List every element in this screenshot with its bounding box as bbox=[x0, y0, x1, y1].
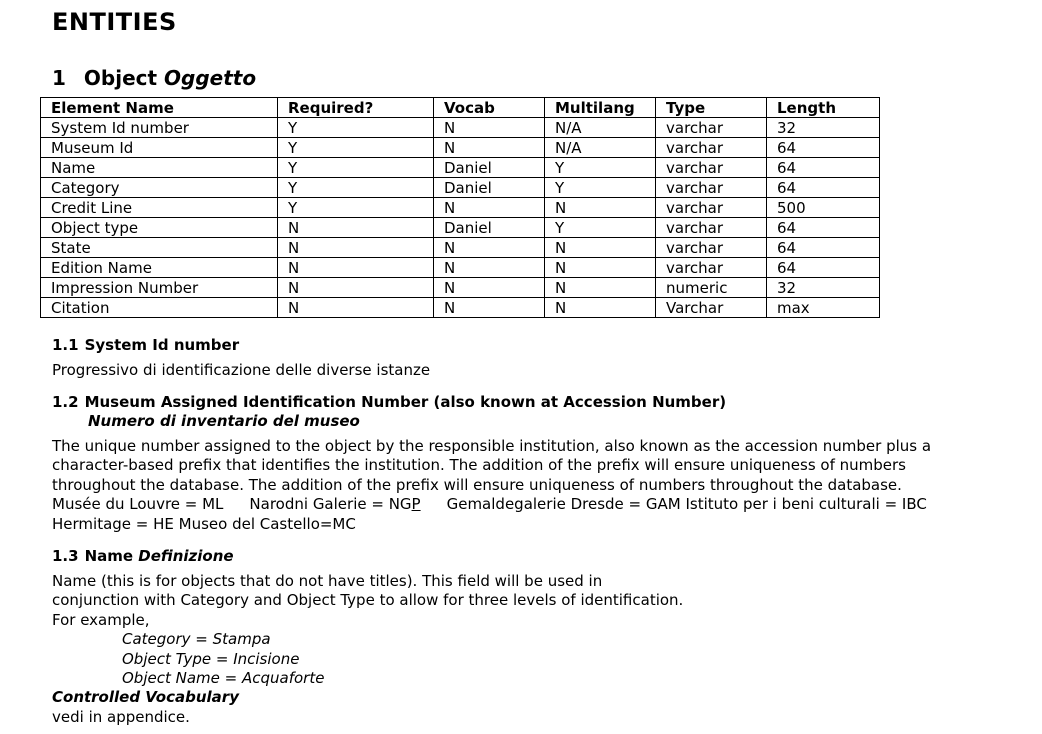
subsection-number: 1.2 bbox=[52, 393, 79, 411]
cell: varchar bbox=[656, 238, 767, 258]
cell: N bbox=[545, 258, 656, 278]
cell: N bbox=[278, 238, 434, 258]
col-header-element-name: Element Name bbox=[41, 98, 278, 118]
cell: N bbox=[278, 298, 434, 318]
col-header-length: Length bbox=[767, 98, 880, 118]
cell: Y bbox=[545, 178, 656, 198]
cell: N bbox=[545, 238, 656, 258]
cell: Y bbox=[278, 158, 434, 178]
prefix-narodni-underlined: P bbox=[411, 495, 421, 514]
subsection-number: 1.3 bbox=[52, 547, 79, 565]
table-row bbox=[41, 198, 880, 218]
cell: varchar bbox=[656, 178, 767, 198]
section-number: 1 bbox=[52, 66, 66, 90]
cell: Credit Line bbox=[41, 198, 278, 218]
subsection-1-3-paragraph bbox=[52, 572, 683, 727]
cell: Y bbox=[278, 138, 434, 158]
cell: Varchar bbox=[656, 298, 767, 318]
table-row bbox=[41, 178, 880, 198]
col-header-type: Type bbox=[656, 98, 767, 118]
cell: Y bbox=[278, 118, 434, 138]
table-row bbox=[41, 298, 880, 318]
cell: N/A bbox=[545, 118, 656, 138]
subsection-1-2-paragraph bbox=[52, 437, 931, 534]
cell: varchar bbox=[656, 158, 767, 178]
paragraph-line: character-based prefix that identifies the institution. The addition of the prefix will ensure uniqueness of numbers bbox=[52, 456, 906, 475]
table-header-row bbox=[41, 98, 880, 118]
controlled-vocabulary-label: Controlled Vocabulary bbox=[52, 688, 239, 707]
cell: 64 bbox=[767, 258, 880, 278]
paragraph-line: throughout the database. The addition of the prefix will ensure uniqueness of numbers throughout the database. bbox=[52, 475, 902, 494]
table-row bbox=[41, 118, 880, 138]
cell: N bbox=[278, 218, 434, 238]
cell: varchar bbox=[656, 258, 767, 278]
table-row bbox=[41, 238, 880, 258]
cell: N bbox=[434, 298, 545, 318]
cell: 64 bbox=[767, 218, 880, 238]
cell: N bbox=[434, 138, 545, 158]
section-title: Object bbox=[83, 66, 158, 90]
cell: varchar bbox=[656, 138, 767, 158]
cell: N bbox=[278, 258, 434, 278]
cell: Y bbox=[545, 158, 656, 178]
cell: Edition Name bbox=[41, 258, 278, 278]
cell: max bbox=[767, 298, 880, 318]
subsection-title-italian: Definizione bbox=[138, 547, 234, 565]
cell: Object type bbox=[41, 218, 278, 238]
section-1-heading bbox=[52, 66, 256, 90]
cell: 32 bbox=[767, 118, 880, 138]
paragraph-line: For example, bbox=[52, 610, 150, 629]
cell: 64 bbox=[767, 178, 880, 198]
cell: Name bbox=[41, 158, 278, 178]
cell: 64 bbox=[767, 138, 880, 158]
example-object-type: Object Type = Incisione bbox=[122, 649, 300, 668]
cell: N bbox=[434, 238, 545, 258]
cell: varchar bbox=[656, 118, 767, 138]
cell: varchar bbox=[656, 198, 767, 218]
cell: Daniel bbox=[434, 218, 545, 238]
table-row bbox=[41, 258, 880, 278]
example-category: Category = Stampa bbox=[122, 630, 271, 649]
subsection-1-2-heading bbox=[52, 393, 726, 411]
subsection-title: Museum Assigned Identification Number (also known at Accession Number) bbox=[84, 393, 727, 411]
subsection-1-1-heading bbox=[52, 336, 239, 354]
cell: Y bbox=[278, 178, 434, 198]
cell: N bbox=[434, 278, 545, 298]
paragraph-line: The unique number assigned to the object by the responsible institution, also known as the accession number plus a bbox=[52, 437, 932, 455]
cell: N bbox=[434, 198, 545, 218]
controlled-vocabulary-text: vedi in appendice. bbox=[52, 707, 190, 726]
col-header-vocab: Vocab bbox=[434, 98, 545, 118]
prefix-gemalde-ibc: Gemaldegalerie Dresde = GAM Istituto per i beni culturali = IBC bbox=[446, 495, 927, 514]
example-object-name: Object Name = Acquaforte bbox=[122, 669, 325, 688]
cell: N bbox=[545, 278, 656, 298]
cell: Museum Id bbox=[41, 138, 278, 158]
table-row bbox=[41, 158, 880, 178]
cell: 64 bbox=[767, 158, 880, 178]
cell: N bbox=[434, 258, 545, 278]
subsection-1-2-italian-title: Numero di inventario del museo bbox=[88, 412, 360, 430]
cell: Citation bbox=[41, 298, 278, 318]
table-row bbox=[41, 278, 880, 298]
subsection-1-3-heading bbox=[52, 547, 234, 565]
prefix-hermitage-mc: Hermitage = HE Museo del Castello=MC bbox=[52, 514, 356, 533]
col-header-required: Required? bbox=[278, 98, 434, 118]
prefix-narodni: Narodni Galerie = NG bbox=[249, 495, 412, 514]
cell: Y bbox=[278, 198, 434, 218]
subsection-title: Name bbox=[84, 547, 134, 565]
cell: 500 bbox=[767, 198, 880, 218]
table-row bbox=[41, 218, 880, 238]
cell: Impression Number bbox=[41, 278, 278, 298]
prefix-louvre: Musée du Louvre = ML bbox=[52, 495, 224, 514]
section-title-italian: Oggetto bbox=[164, 66, 257, 90]
cell: N bbox=[434, 118, 545, 138]
cell: State bbox=[41, 238, 278, 258]
cell: numeric bbox=[656, 278, 767, 298]
cell: varchar bbox=[656, 218, 767, 238]
cell: Y bbox=[545, 218, 656, 238]
cell: Daniel bbox=[434, 158, 545, 178]
subsection-title: System Id number bbox=[84, 336, 240, 354]
cell: N bbox=[545, 198, 656, 218]
col-header-multilang: Multilang bbox=[545, 98, 656, 118]
subsection-1-1-text: Progressivo di identificazione delle diverse istanze bbox=[52, 361, 431, 379]
cell: N/A bbox=[545, 138, 656, 158]
cell: 32 bbox=[767, 278, 880, 298]
cell: Daniel bbox=[434, 178, 545, 198]
cell: N bbox=[545, 298, 656, 318]
table-row bbox=[41, 138, 880, 158]
subsection-number: 1.1 bbox=[52, 336, 79, 354]
cell: 64 bbox=[767, 238, 880, 258]
paragraph-line: conjunction with Category and Object Type to allow for three levels of identification. bbox=[52, 591, 684, 610]
cell: System Id number bbox=[41, 118, 278, 138]
document-title: ENTITIES bbox=[52, 8, 177, 36]
paragraph-line: Name (this is for objects that do not have titles). This field will be used in bbox=[52, 572, 603, 590]
cell: Category bbox=[41, 178, 278, 198]
entity-table bbox=[40, 97, 880, 318]
cell: N bbox=[278, 278, 434, 298]
